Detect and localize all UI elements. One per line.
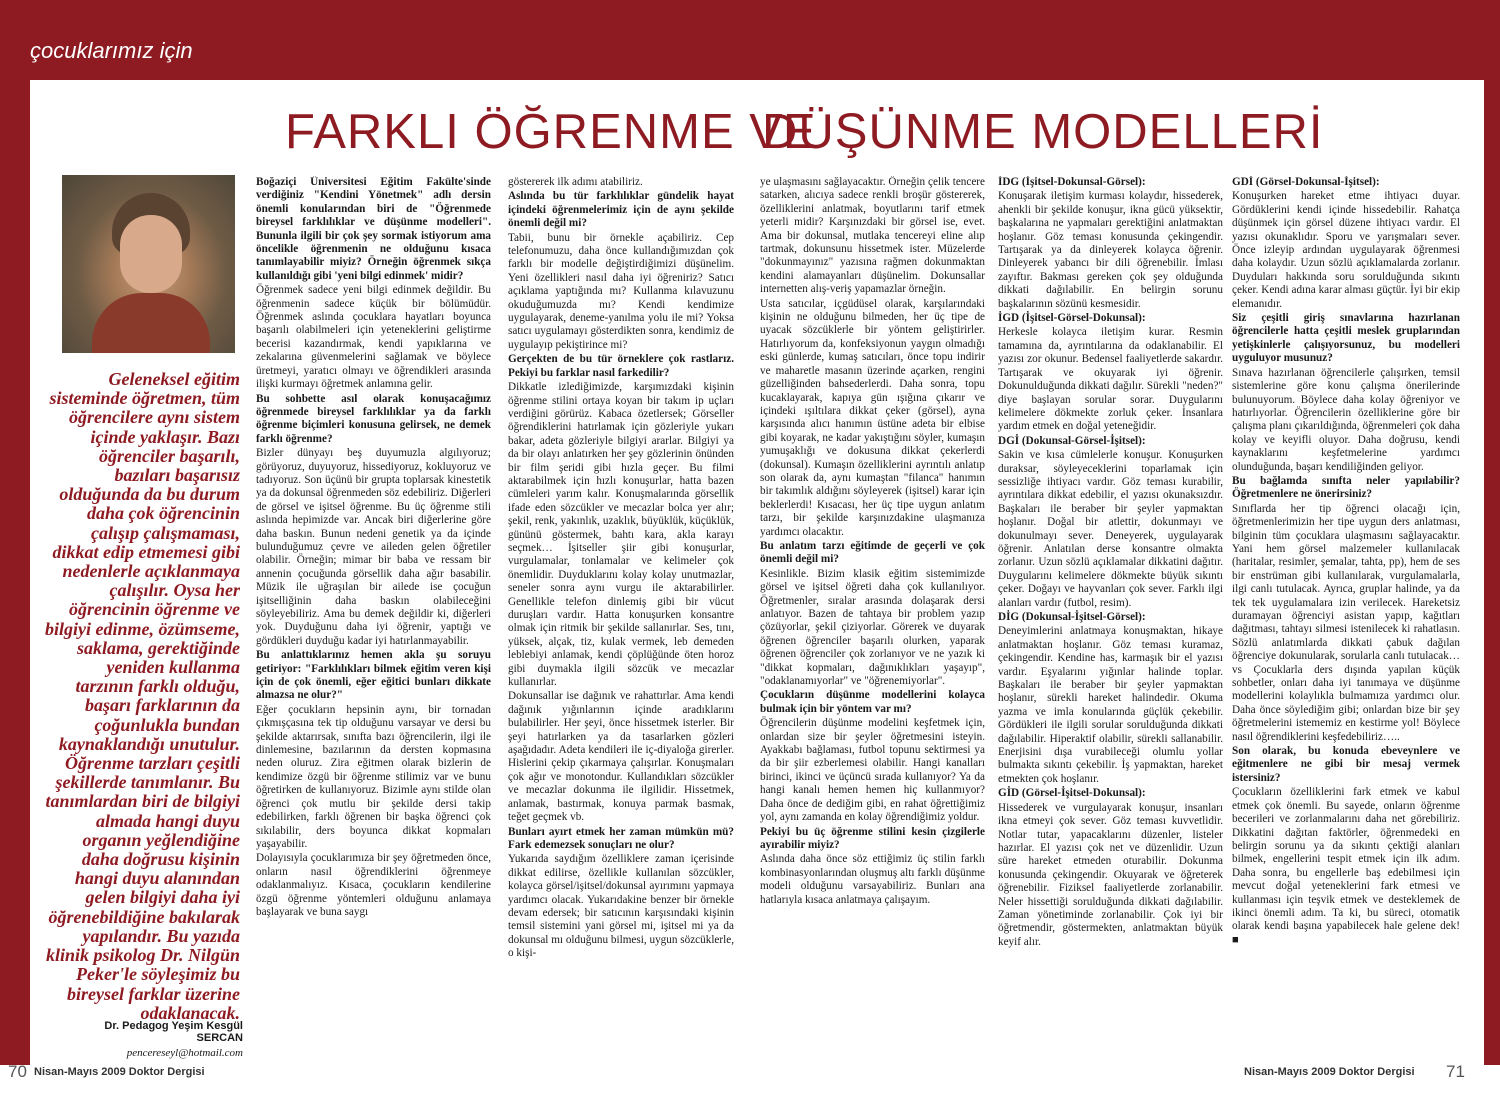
- body-paragraph: Konuşarak iletişim kurması kolaydır, hissederek, ahenkli bir şekilde konuşur, ikna gücü yüksektir, başkalarına ne yapmaları gerektiğini anlatmaktan hoşlanır. Göz teması konusunda çekingendir. Tartışarak ya da dinleyerek kolayca öğrenir. Dinleyerek yabancı bir dili öğrenebilir. İmlası zayıftır. Bakması gereken çok şey olduğunda dikkati dağılabilir. En belirgin sorunu başkalarının sözünü kesmesidir.: [998, 190, 1223, 310]
- folio-right: Nisan-Mayıs 2009 Doktor Dergisi: [1244, 1066, 1415, 1078]
- text-column-5: [1232, 176, 1460, 1061]
- body-paragraph: Herkesle kolayca iletişim kurar. Resmin tamamına da, ayrıntılarına da odaklanabilir. El yazısı zor okunur. Bedensel faaliyetlerde sakardır. Tartışarak ve okuyarak iyi öğrenir. Dokunulduğunda dikkati dağılır. Sürekli "neden?" diye başlayan sorular sorar. Duygularını kelimelere dökmekte zorluk çeker. İnsanlara yardım etmek en doğal yeteneğidir.: [998, 326, 1223, 433]
- text-column-2: [508, 176, 734, 1061]
- question-paragraph: Pekiyi bu üç öğrenme stilini kesin çizgilerle ayırabilir miyiz?: [760, 825, 985, 851]
- body-paragraph: ye ulaşmasını sağlayacaktır. Örneğin çelik tencere satarken, alıcıya sadece renkli broşür göstererek, özelliklerini anlatmak, boyutlarını tarif etmek yeterli midir? Karşınızdaki bir görsel ise, evet. Ama bir dokunsal, mutlaka tencereyi eline alıp tartmak, dokunsunu hissetmek ister. Müzelerde "dokunmayınız" yazısına rağmen dokunmaktan kendini alamayanları düşünelim. Dokunsallar internetten alış-veriş yapamazlar örneğin.: [760, 176, 985, 296]
- question-paragraph: GDİ (Görsel-Dokunsal-İşitsel):: [1232, 176, 1380, 188]
- left-margin-band: [0, 80, 30, 1065]
- body-paragraph: Dolayısıyla çocuklarımıza bir şey öğretmeden önce, onların nasıl öğrendiklerini öğrenmeye odaklanmalıyız. Kısaca, çocukların kendilerine özgü öğrenme yöntemleri olduğunu anlamaya başlayarak ve buna saygı: [256, 852, 491, 918]
- intro-quote: Geleneksel eğitim sisteminde öğretmen, tüm öğrencilere aynı sistem içinde yaklaşır. Bazı öğrenciler başarılı, bazıları başarısız olduğunda da bu durum daha çok öğrencinin çalışıp çalışmaması, dikkat edip etmemesi gibi nedenlerle açıklanmaya çalışılır. Oysa her öğrencinin öğrenme ve bilgiyi edinme, özümseme, saklama, gerektiğinde yeniden kullanma tarzının farklı olduğu, başarı farklarının da çoğunlukla bundan kaynaklandığı unutulur. Öğrenme tarzları çeşitli şekillerde tanımlanır. Bu tanımlardan biri de bilgiyi almada hangi duyu organın yeğlendiğine daha doğrusu kişinin hangi duyu alanından gelen bilgiyi daha iyi öğrenebildiğine bakılarak yapılandır. Bu yazıda klinik psikolog Dr. Nilgün Peker'le söyleşimiz bu bireysel farklar üzerine odaklanacak.: [45, 369, 240, 1023]
- body-paragraph: Deneyimlerini anlatmaya konuşmaktan, hikaye anlatmaktan hoşlanır. Göz teması kuramaz, çekingendir. Kendine has, karmaşık bir el yazısı vardır. Eşyalarını yığınlar halinde toplar. Başkaları ile beraber bir şeyler yapmaktan hoşlanır, sürekli hareket halindedir. Okuma yazma ve imla konularında güçlük çekebilir. Gördükleri ile ilgili sorular sorulduğunda dikkati dağılabilir. Hiperaktif olabilir, sürekli sallanabilir. Enerjisini dışa vurabileceği olumlu yollar bulmakta sıkıntı çekebilir. İş yapmaktan, hareket etmekten çok hoşlanır.: [998, 625, 1223, 785]
- question-paragraph: Bunları ayırt etmek her zaman mümkün mü? Fark edemezsek sonuçları ne olur?: [508, 825, 734, 851]
- author-credit: Dr. Pedagog Yeşim Kesgül SERCAN: [104, 1020, 243, 1044]
- body-paragraph: Öğrenmek sadece yeni bilgi edinmek değildir. Bu öğrenmenin sadece küçük bir bölümüdür. Öğrenmek aslında çocuklara hayatları boyunca başarılı olabilmeleri için yeteneklerini geliştirme becerisi kazandırmak, kendi yapıklarına ve zekalarına güvenmelerini sağlamak ve böylece üretmeyi, yaratıcı olmayı ve öğrendikleri arasında ilişki kurmayı öğretmek anlamına gelir.: [256, 284, 491, 391]
- body-paragraph: Hissederek ve vurgulayarak konuşur, insanları ikna etmeyi çok sever. Göz teması kuvvetlidir. Notlar tutar, yapacaklarını düzenler, listeler hazırlar. El yazısı çok net ve düzenlidir. Uzun süre hareket etmeden oturabilir. Dokunma konusunda çekingendir. Okuyarak ve öğreterek öğrenebilir. Fiziksel faaliyetlerde zorlanabilir. Neler hissettiği sorulduğunda dikkati dağılabilir. Zaman yönetiminde zorlanabilir. Çok iyi bir öğretmendir, göstermekten, anlatmaktan büyük keyif alır.: [998, 801, 1223, 948]
- photo-figure-body: [92, 293, 210, 353]
- header-band: [0, 0, 1500, 80]
- article-title-right: DÜŞÜNME MODELLERİ: [762, 105, 1324, 159]
- body-paragraph: Aslında daha önce söz ettiğimiz üç stilin farklı kombinasyonlarından oluşmuş altı farklı düşünme modeli olduğunu varsayabiliriz. Bunları ana hatlarıyla kısaca anlatmaya çalışayım.: [760, 853, 985, 906]
- question-paragraph: Aslında bu tür farklılıklar gündelik hayat içindeki öğrenmelerimiz için de aynı şekilde önemli değil mi?: [508, 190, 734, 230]
- question-paragraph: İGD (İşitsel-Görsel-Dokunsal):: [998, 312, 1146, 325]
- right-margin-band: [1484, 80, 1500, 1065]
- text-column-4: [998, 176, 1223, 1061]
- question-paragraph: Bu anlattıklarınız hemen akla şu soruyu getiriyor: "Farklılıkları bilmek eğitim veren kişi için de çok önemli, eğer eğitici bunları dikkate almazsa ne olur?": [256, 649, 491, 702]
- body-paragraph: Eğer çocukların hepsinin aynı, bir tornadan çıkmışçasına tek tip olduğunu varsayar ve dersi bu şekilde aktarırsak, sınıfta bazı öğrencilerin, ilgi ile dinlemesine, bazılarının da dersten kopmasına neden oluruz. Zira eğitmen olarak bizlerin de kendimize özgü bir öğrenme stilimiz var ve bunu öğretirken de kullanıyoruz. Bizimle aynı stilde olan öğrenci çok mutlu bir şekilde dersi takip edebilirken, farklı öğrenen bir başka öğrenci çok sıkılabilir, ders boyunca dikkat kopmaları yaşayabilir.: [256, 703, 491, 850]
- body-paragraph: Sınıflarda her tip öğrenci olacağı için, öğretmenlerimizin her tipe uygun ders anlatması, bilginin tüm çocuklara ulaşmasını sağlayacaktır. Yani hem görsel malzemeler kullanılacak (haritalar, resimler, şemalar, tahta, pp), hem de ses bir enstrüman gibi kullanılarak, vurgulamalarla, ilgi canlı tutulacak. Ayrıca, gruplar halinde, ya da tek tek uygulamalara izin verilecek. Hareketsiz duramayan öğrenciyi asistan yapıp, kağıtları dağıtması, tahtayı silmesi istenilecek ki rahatlasın. Sözlü anlatımlarda dikkati çabuk dağılan öğrenciye dokunularak, sorularla canlı tutulacak…vs Çocuklarla ders dışında yapılan küçük sohbetler, onları daha iyi tanımaya ve düşünme modellerini kolaylıkla bulmamıza yardımcı olur. Daha önce söylediğim gibi; onlardan bize bir şey öğretmelerini istememiz en kestirme yol! Böylece nasıl öğrendiklerini keşfedebiliriz…..: [1232, 502, 1460, 743]
- text-column-1: [256, 176, 491, 1061]
- question-paragraph: Boğaziçi Üniversitesi Eğitim Fakülte'sinde verdiğiniz "Kendini Yönetmek" adlı dersin önemli konularından biri de "Öğrenmede bireysel farklılıklar ve düşünme modelleri". Bununla ilgili bir çok şey sormak istiyorum ama öncelikle öğrenmenin ne olduğunu kısaca tanımlayabilir miyiz? Örneğin öğrenmek sıkça kullanıldığı gibi 'yeni bilgi edinmek' midir?: [256, 176, 491, 282]
- question-paragraph: GİD (Görsel-İşitsel-Dokunsal):: [998, 787, 1146, 800]
- body-paragraph: Usta satıcılar, içgüdüsel olarak, karşılarındaki kişinin ne olduğunu bilmeden, her üç tipe de uyacak sözcüklerle bir yöntem geliştirirler. Hatırlıyorum da, konfeksiyonun yaygın olmadığı eski günlerde, kumaş satıcıları, önce topu indirir ve maharetle masanın üzerinde açarken, rengini güzelliğinden bahsederlerdi. Daha sonra, topu kucaklayarak, kapıya gün ışığına çıkarır ve içindeki ışıltılara dikkat çeker (görsel), ayna karşısında alıcı hanımın üstüne adeta bir elbise gibi koyarak, ne kadar yakıştığını söyler, kumaşın yumuşaklığı ve dokusuna dikkat çekerlerdi (dokunsal). Kumaşın özelliklerini ayrıntılı anlatıp son olarak da, aynı kumaştan "filanca" hanımın bir takımlık aldığını söyleyerek (işitsel) karar için beklerlerdi! Kısacası, her üç tipe uygun anlatım tarzı, bir şekilde karşınızdakine ulaşmanıza yardımcı olacaktır.: [760, 297, 985, 538]
- author-photo: [62, 175, 235, 353]
- page-number-left: 70: [8, 1062, 27, 1081]
- article-title-left: FARKLI ÖĞRENME VE: [285, 105, 817, 159]
- body-paragraph: Sakin ve kısa cümlelerle konuşur. Konuşurken duraksar, söyleyeceklerini toparlamak için sessizliğe ihtiyacı vardır. Göz teması kurabilir, ayrıntılara dikkat edebilir, el yazısı okunaksızdır. Başkaları ile beraber bir şeyler yapmaktan hoşlanır. Doğal bir atlettir, dokunmayı ve dokunulmayı sever. Deneyerek, uygulayarak öğrenir. Anlatılan derse konsantre olmakta zorlanır. Uzun sözlü açıklamalar dikkatini dağıtır. Duygularını kelimelere dökmekte büyük sıkıntı çeker. Doğayı ve hayvanları çok sever. Farklı ilgi alanları vardır (futbol, resim).: [998, 449, 1223, 609]
- question-paragraph: Bu bağlamda sınıfta neler yapılabilir? Öğretmenlere ne önerirsiniz?: [1232, 474, 1460, 501]
- question-paragraph: DİG (Dokunsal-İşitsel-Görsel):: [998, 611, 1146, 623]
- body-paragraph: Dikkatle izlediğimizde, karşımızdaki kişinin öğrenme stilini ortaya koyan bir takım ip uçları verdiğini görürüz. Kabaca özetlersek; Görseller öğrendiklerini hatırlamak için gözleriyle yukarı bakar, adeta gözleriyle bilgiyi ararlar. Bilgiyi ya da bir olayı anlatırken her şey gözlerinin önünden bir film şeridi gibi hızla geçer. Bu filmi aktarabilmek için hızlı konuşurlar, hatta bazen cümleleri yarım kalır. Konuşmalarında görsellik ifade eden sözcükler ve mecazlar bolca yer alır; şekil, renk, yakınlık, uzaklık, büyüklük, küçüklük, gününü göstermek, bahtı kara, akla karayı seçmek… İşitseller şiir gibi konuşurlar, vurgulamalar, tonlamalar ve kelimeler çok önemlidir. Duyduklarını kolay kolay unutmazlar, seneler sonra aynı vurgu ile aktarabilirler. Genellikle telefon dinlemiş gibi bir vücut duruşları vardır. Hatta konuşurken konsantre olmak için ritmik bir şekilde sallanırlar. Ses, tını, yüksek, alçak, tiz, kulak vermek, leb demeden leblebiyi anlamak, kendi çöplüğünde öten horoz gibi duymakla ilgili sözcük ve mecazlar kullanırlar.: [508, 381, 734, 689]
- question-paragraph: Bu sohbette asıl olarak konuşacağımız öğrenmede bireysel farklılıklar ya da farklı öğrenme biçimleri konusuna gelirsek, ne demek farklı öğrenme?: [256, 392, 491, 445]
- photo-figure-face: [120, 215, 182, 293]
- question-paragraph: Çocukların düşünme modellerini kolayca bulmak için bir yöntem var mı?: [760, 689, 985, 715]
- text-column-3: [760, 176, 985, 1061]
- body-paragraph: göstererek ilk adımı atabiliriz.: [508, 176, 643, 188]
- page-number-right: 71: [1446, 1062, 1465, 1081]
- question-paragraph: Bu anlatım tarzı eğitimde de geçerli ve çok önemli değil mi?: [760, 539, 985, 566]
- body-paragraph: Dokunsallar ise dağınık ve rahattırlar. Ama kendi dağınık yığınlarının içinde aradıklarını bulabilirler. Her şeyi, önce hissetmek isterler. Bir şeyi hatırlarken ya da tasarlarken gözleri aşağıdadır. Adeta kendileri ile iç-diyaloğa girerler. Hislerini çekip çıkarmaya çalışırlar. Konuşmaları çok ağır ve monotondur. Kullandıkları sözcükler ve mecazlar dokunma ile ilgilidir. Hissetmek, anlamak, bastırmak, konuya parmak basmak, teğet geçmek vb.: [508, 690, 734, 824]
- question-paragraph: Son olarak, bu konuda ebeveynlere ve eğitmenlere ne gibi bir mesaj vermek istersiniz?: [1232, 745, 1460, 784]
- body-paragraph: Kesinlikle. Bizim klasik eğitim sistemimizde görsel ve işitsel öğreti daha çok kullanılıyor. Öğretmenler, sıralar arasında dolaşarak dersi anlatıyor. Bazen de tahtaya bir problem yazıp çözüyorlar, şekil çiziyorlar. Görerek ve duyarak öğrenen öğrenciler başarılı olurken, yaparak öğrenen öğrenciler çok zorlanıyor ve ne yazık ki "dikkat kopmaları, dağınıklıkları yaşayıp", "odaklanamıyorlar" ve "öğrenemiyorlar".: [760, 567, 985, 688]
- section-label: çocuklarımız için: [30, 38, 193, 63]
- body-paragraph: Bizler dünyayı beş duyumuzla algılıyoruz; görüyoruz, duyuyoruz, hissediyoruz, kokluyoruz ve tadıyoruz. Son üçünü bir grupta toplarsak kinestetik ya da dokunsal öğrenmeden söz edebiliriz. Diğerleri de görsel ve işitsel öğrenme. Bu üç öğrenme stili aslında hepimizde var. Ancak biri diğerlerine göre daha baskın. Bunun nedeni genetik ya da içinde bulunduğumuz çevre ve aileden gelen öğretiler olabilir. Örneğin; mimar bir baba ve ressam bir annenin çocuğunda görsellik daha ağır basabilir. Müzik ile uğraşılan bir ailede ise çocuğun işitselliğinin daha baskın olabileceğini söyleyebiliriz. Ama bu demek değildir ki, diğerleri yok. Duyduğunu daha iyi öğrenir, yaptığı ve gördükleri duyduğu kadar iyi hatırlanmayabilir.: [256, 447, 491, 647]
- question-paragraph: İDG (İşitsel-Dokunsal-Görsel):: [998, 176, 1146, 188]
- author-email[interactable]: pencereseyl@hotmail.com: [126, 1047, 243, 1059]
- question-paragraph: Gerçekten de bu tür örneklere çok rastlarız. Pekiyi bu farklar nasıl farkedilir?: [508, 353, 734, 379]
- body-paragraph: Öğrencilerin düşünme modelini keşfetmek için, onlardan size bir şeyler öğretmesini isteyin. Ayakkabı bağlaması, futbol topunu sektirmesi ya da bir şiir ezberlemesi olabilir. Hangi kanalları birinci, ikinci ve üçüncü sırada kullanıyor? Ya da hangi kanalı hemen hemen hiç kullanmıyor? Daha önce de dediğim gibi, en rahat öğrettiğimiz yol, aynı zamanda en kolay öğrendiğimiz yoldur.: [760, 717, 985, 824]
- body-paragraph: Konuşurken hareket etme ihtiyacı duyar. Gördüklerini kendi içinde hissedebilir. Rahatça düşünmek için görsel düzene ihtiyacı vardır. El yazısı okunaklıdır. Sporu ve yarışmaları sever. Önce izleyip ardından uygulayarak öğrenmesi daha kolaydır. Uzun sözlü açıklamalarda zorlanır. Duyduları hakkında soru sorulduğunda sıkıntı çeker. Kendi adına karar alması güçtür. İyi bir ekip elemanıdır.: [1232, 190, 1460, 310]
- question-paragraph: DGİ (Dokunsal-Görsel-İşitsel):: [998, 434, 1146, 447]
- body-paragraph: Yukarıda saydığım özelliklere zaman içerisinde dikkat edilirse, özellikle kullanılan sözcükler, kolayca görsel/işitsel/dokunsal ayırımını yapmaya yardımcı olacak. Yukarıdakine benzer bir örnekle devam edersek; bir satıcının karşısındaki kişinin temsil sistemini yani görsel mi, işitsel mi ya da dokunsal mı olduğunu bilmesi, uygun sözcüklerle, o kişi-: [508, 853, 734, 960]
- body-paragraph: Sınava hazırlanan öğrencilerle çalışırken, temsil sistemlerine göre konu çalışma önerilerinde bulunuyorum. Böylece daha kolay öğreniyor ve hatırlıyorlar. Öğrencilerin özelliklerine göre bir çalışma planı çıkarıldığında, öğrenmeleri çok daha kolay ve keyifli oluyor. Daha doğrusu, kendi kaynaklarını keşfetmelerine yardımcı olunduğunda, başarı kendiliğinden geliyor.: [1232, 366, 1460, 473]
- question-paragraph: Siz çeşitli giriş sınavlarına hazırlanan öğrencilerle hatta çeşitli meslek gruplarından yetişkinlerle çalışıyorsunuz, bu modelleri uyguluyor musunuz?: [1232, 312, 1460, 365]
- body-paragraph: Çocukların özelliklerini fark etmek ve kabul etmek çok önemli. Bu sayede, onların öğrenme becerileri ve zorlanmalarını daha net görebiliriz. Dikkatini dağıtan faktörler, öğrenmedeki en belirgin sorunu ya da sıkıntı çektiği alanları bilmek, engellerini tespit etmek için ilk adım. Daha sonra, bu engellerle baş edebilmesi için mevcut doğal yeteneklerini fark etmesi ve kullanması için teşvik etmek ve desteklemek de ikinci önemli adım. Ta ki, bu süreci, otomatik olarak kendi başına yapabilecek hale gelene dek! ■: [1232, 786, 1460, 946]
- body-paragraph: Tabii, bunu bir örnekle açabiliriz. Cep telefonumuzu, daha önce kullandığımızdan çok farklı bir modelle değiştirdiğimizi düşünelim. Yeni özellikleri nasıl daha iyi öğreniriz? Satıcı açıklama yaptığında mı? Kullanma kılavuzunu okuduğumuzda mı? Kendi kendimize uygulayarak, deneme-yanılma yolu ile mi? Yoksa satıcı uygulamayı gösterdikten sonra, kendimiz de uygulayıp pekiştirince mi?: [508, 231, 734, 351]
- folio-left: Nisan-Mayıs 2009 Doktor Dergisi: [34, 1066, 205, 1078]
